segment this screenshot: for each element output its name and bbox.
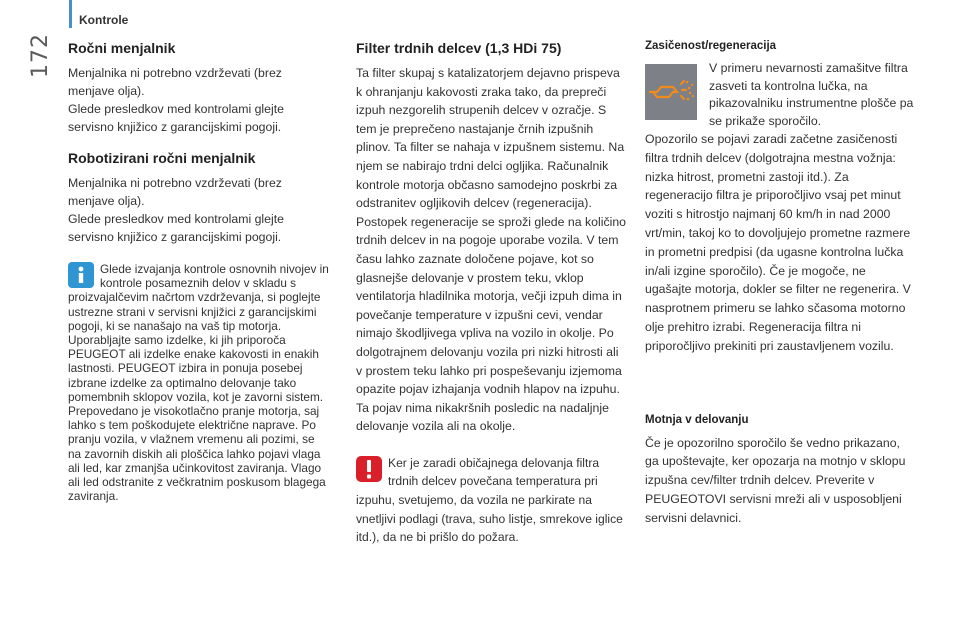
- manual-gearbox-text-2: Glede presledkov med kontrolami glejte servisno knjižico z garancijskimi pogoji.: [68, 102, 284, 134]
- saturation-heading: Zasičenost/regeneracija: [645, 40, 777, 52]
- manual-gearbox-heading: Ročni menjalnik: [68, 40, 176, 56]
- particle-filter-heading: Filter trdnih delcev (1,3 HDi 75): [356, 40, 562, 56]
- particle-filter-text: Ta filter skupaj s katalizatorjem dejavno prispeva k ohranjanju kakovosti zraka tako, da prepreči izpuh nezgorelih strupenih delcev v ozračje. S tem je preprečeno nastajanje črnih izpušnih plinov. Ta filter se nahaja v izpušnem sistemu. Na njem se nabirajo trdni delci ogljika. Računalnik kontrole motorja občasno samodejno poskrbi za odstranitev ogljikovih delcev (regeneracija). Postopek regeneracije se sproži glede na količino trdnih delcev in na pogoje uporabe vozila. V tem času lahko zaznate določene pojave, kot so glasnejše delovanje v prostem teku, vklop ventilatorja hladilnika motorja, večji izpuh dima in povečanje temperature v izpušni cevi, vendar nimajo škodljivega vpliva na vozilo in okolje. Po dolgotrajnem delovanju vozila pri nizki hitrosti ali v prostem teku lahko pri pospeševanju izjemoma opazite pojav izhajanja vodnih hlapov na izpuhu. Ta pojav nima nikakršnih posledic na nadaljnje delovanje vozila ali na okolje.: [356, 66, 627, 434]
- warning-note-text: Ker je zaradi običajnega delovanja filtra trdnih delcev povečana temperatura pri izpuhu, svetujemo, da vozila ne parkirate na vnetljivi podlagi (trava, suho listje, smrekove iglice itd.), da ne bi prišlo do požara.: [356, 455, 623, 545]
- malfunction-heading: Motnja v delovanju: [645, 413, 749, 426]
- warning-note: [356, 454, 628, 547]
- malfunction-text: Če je opozorilno sporočilo še vedno prikazano, ga upoštevajte, ker opozarja na motnjo v sklopu izpušna cev/filter trdnih delcev. Preverite v PEUGEOTOVI servisni mreži ali v usposobljeni servisni delavnici.: [645, 435, 906, 525]
- section-title: Kontrole: [79, 13, 129, 27]
- robotised-gearbox-heading: Robotizirani ročni menjalnik: [68, 150, 256, 166]
- info-icon: [68, 262, 94, 288]
- column-left: [68, 40, 330, 503]
- info-note: [68, 262, 330, 503]
- manual-gearbox-text-1: Menjalnika ni potrebno vzdrževati (brez menjave olja).: [68, 66, 282, 98]
- particle-filter-warning-lamp-icon: [645, 64, 697, 120]
- column-middle: [356, 40, 628, 547]
- column-right: [645, 40, 915, 528]
- header-accent-rule: [69, 0, 72, 28]
- robotised-gearbox-text-1: Menjalnika ni potrebno vzdrževati (brez menjave olja).: [68, 176, 282, 208]
- robotised-gearbox-text-2: Glede presledkov med kontrolami glejte servisno knjižico z garancijskimi pogoji.: [68, 212, 284, 244]
- saturation-intro: V primeru nevarnosti zamašitve filtra zasveti ta kontrolna lučka, na pikazovalniku instrumentne plošče pa se prikaže sporočilo.: [709, 61, 914, 128]
- page-number: 172: [28, 33, 53, 78]
- info-note-text: Glede izvajanja kontrole osnovnih nivojev in kontrole posameznih delov v skladu s proizvajalčevim načrtom vzdrževanja, si poglejte ustrezne strani v servisni knjižici z garancijskimi pogoji, ki se nanašajo na vaš tip motorja. Uporabljajte samo izdelke, ki jih priporoča PEUGEOT ali izdelke enake kakovosti in enakih lastnosti. PEUGEOT izbira in ponuja posebej izbrane izdelke za optimalno delovanje tako pomembnih sklopov vozila, kot je zavorni sistem. Prepovedano je visokotlačno pranje motorja, saj lahko s tem poškodujete električne naprave. Po pranju vozila, v vlažnem vremenu ali pozimi, se na zavornih diskih ali ploščica lahko pojavi vlaga ali led, kar zmanjša učinkovitost zaviranja. Vlago ali led odstranite z večkratnim poskusom blagega zaviranja.: [68, 262, 329, 504]
- saturation-text: Opozorilo se pojavi zaradi začetne zasičenosti filtra trdnih delcev (dolgotrajna mestna vožnja: nizka hitrost, prometni zastoji itd.). Za regeneracijo filtra je priporočljivo vsaj pet minut voziti s hitrostjo najmanj 60 km/h in nad 2000 vrt/min, takoj ko to dovoljujejo prometne razmere in prometni predpisi (da ugasne kontrolna lučka in/ali izgine sporočilo). Če je mogoče, ne ugašajte motorja, dokler se filter ne regenerira. V nasprotnem primeru se lahko sčasoma motorno olje prehitro izrabi. Regeneracija filtra ni priporočljivo prekiniti pri zaustavljenem vozilu.: [645, 132, 911, 353]
- exclamation-warning-icon: [356, 456, 382, 482]
